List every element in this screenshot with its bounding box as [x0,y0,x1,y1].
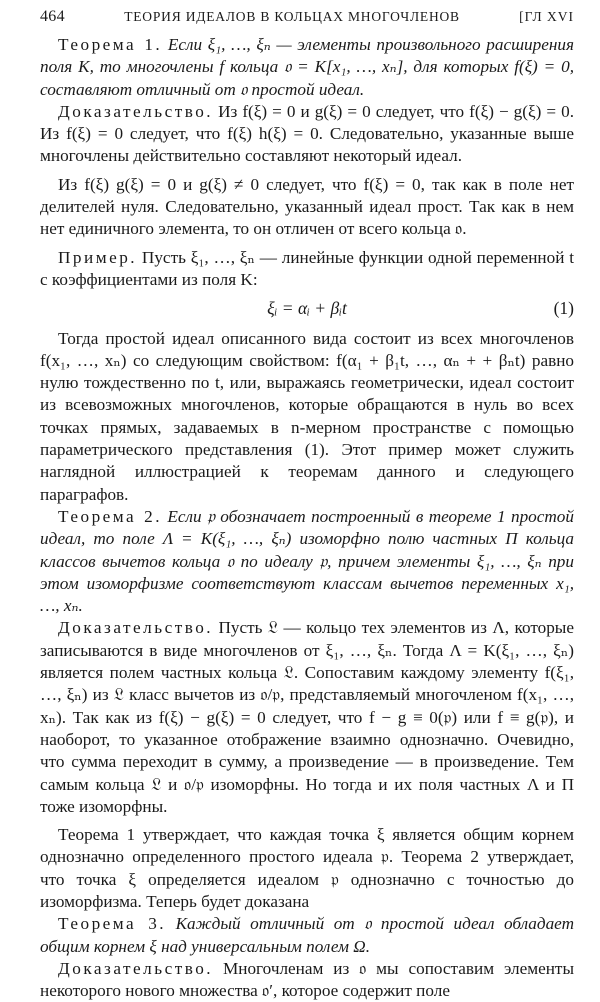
theorem-1 [40,34,574,101]
proof-1 [40,101,574,168]
example [40,247,574,292]
proof-2-lead: Доказательство. [58,618,214,638]
section-marker: [ГЛ XVI [519,9,574,24]
theorem-3 [40,913,574,958]
page-body [40,34,574,1002]
proof-2 [40,617,574,818]
formula-1-expression: ξᵢ = αᵢ + βᵢt [267,298,347,319]
theorem-2 [40,506,574,617]
proof-3-lead: Доказательство. [58,958,214,978]
theorem-1-lead: Теорема 1. [58,35,163,54]
formula-1-tag: (1) [553,298,574,319]
paragraph-8: Теорема 1 утверждает, что каждая точка ξ является общим корнем однозначно определенного простого идеала 𝔭. Теорема 2 утверждает, что точка ξ определяется идеалом 𝔭 однозначно с точностью до изоморфизма. Теперь будет доказана [40,825,574,911]
proof-3 [40,958,574,1002]
proof-1-text: Из f(ξ) = 0 и g(ξ) = 0 следует, что f(ξ) − g(ξ) = 0. Из f(ξ) = 0 следует, что f(ξ) h(ξ) = 0. Следовательно, указанные выше многочлены действительно составляют некоторый идеал. [40,101,574,166]
formula-1 [40,297,574,319]
running-title: ТЕОРИЯ ИДЕАЛОВ В КОЛЬЦАХ МНОГОЧЛЕНОВ [124,9,460,24]
proof-2-text: Пусть 𝔏 — кольцо тех элементов из Λ, которые записываются в виде многочленов от ξ₁, …, ξₙ. Тогда Λ = K(ξ₁, …, ξₙ) является полем частных кольца 𝔏. Сопоставим каждому элементу f(ξ₁, …, ξₙ) из 𝔏 класс вычетов из 𝔬/𝔭, представляемый многочленом f(x₁, …, xₙ). Так как из f(ξ) − g(ξ) = 0 следует, что f − g ≡ 0(𝔭) или f ≡ g(𝔭), и наоборот, то указанное отображение взаимно однозначно. Очевидно, что сумма переходит в сумму, а произведение — в произведение. Тем самым кольца 𝔏 и 𝔬/𝔭 изоморфны. Но тогда и их поля частных Λ и Π тоже изоморфны. [40,618,574,816]
paragraph-3: Из f(ξ) g(ξ) = 0 и g(ξ) ≠ 0 следует, что f(ξ) = 0, так как в поле нет делителей нуля. Следовательно, указанный идеал прост. Так как в нем нет единичного элемента, то он отличен от всего кольца 𝔬. [40,174,574,239]
theorem-2-text: Если 𝔭 обозначает построенный в теореме 1 простой идеал, то поле Λ = K(ξ₁, …, ξₙ) изоморфно полю частных Π кольца классов вычетов кольца 𝔬 по идеалу 𝔭, причем элементы ξ₁, …, ξₙ при этом изоморфизме соответствуют классам вычетов переменных x₁, …, xₙ. [40,506,574,616]
theorem-3-text: Каждый отличный от 𝔬 простой идеал обладает общим корнем ξ над универсальным полем Ω. [40,914,574,956]
theorem-3-lead: Теорема 3. [58,914,167,934]
proof-1-lead: Доказательство. [58,101,214,121]
proof-3-text: Многочленам из 𝔬 мы сопоставим элементы некоторого нового множества 𝔬′, которое содержит поле [40,958,574,1001]
page-number: 464 [40,8,65,25]
example-text: Пусть ξ₁, …, ξₙ — линейные функции одной переменной t с коэффициентами из поля K: [40,247,574,289]
theorem-1-text: Если ξ₁, …, ξₙ — элементы произвольного расширения поля K, то многочлены f кольца 𝔬 = K[x₁, …, xₙ], для которых f(ξ) = 0, составляют отличный от 𝔬 простой идеал. [40,35,574,99]
theorem-2-lead: Теорема 2. [58,506,162,526]
paragraph-5: Тогда простой идеал описанного вида состоит из всех многочленов f(x₁, …, xₙ) со следующим свойством: f(α₁ + β₁t, …, αₙ + + βₙt) равно нулю тождественно по t, или, выражаясь геометрически, идеал состоит из всевозможных многочленов, которые обращаются в нуль во всех точках прямых, задаваемых в n-мерном пространстве с помощью параметрического представления (1). Этот пример может служить наглядной иллюстрацией к теоремам данного и следующего параграфов. [40,328,574,504]
example-lead: Пример. [58,247,138,267]
page-header [40,8,574,34]
